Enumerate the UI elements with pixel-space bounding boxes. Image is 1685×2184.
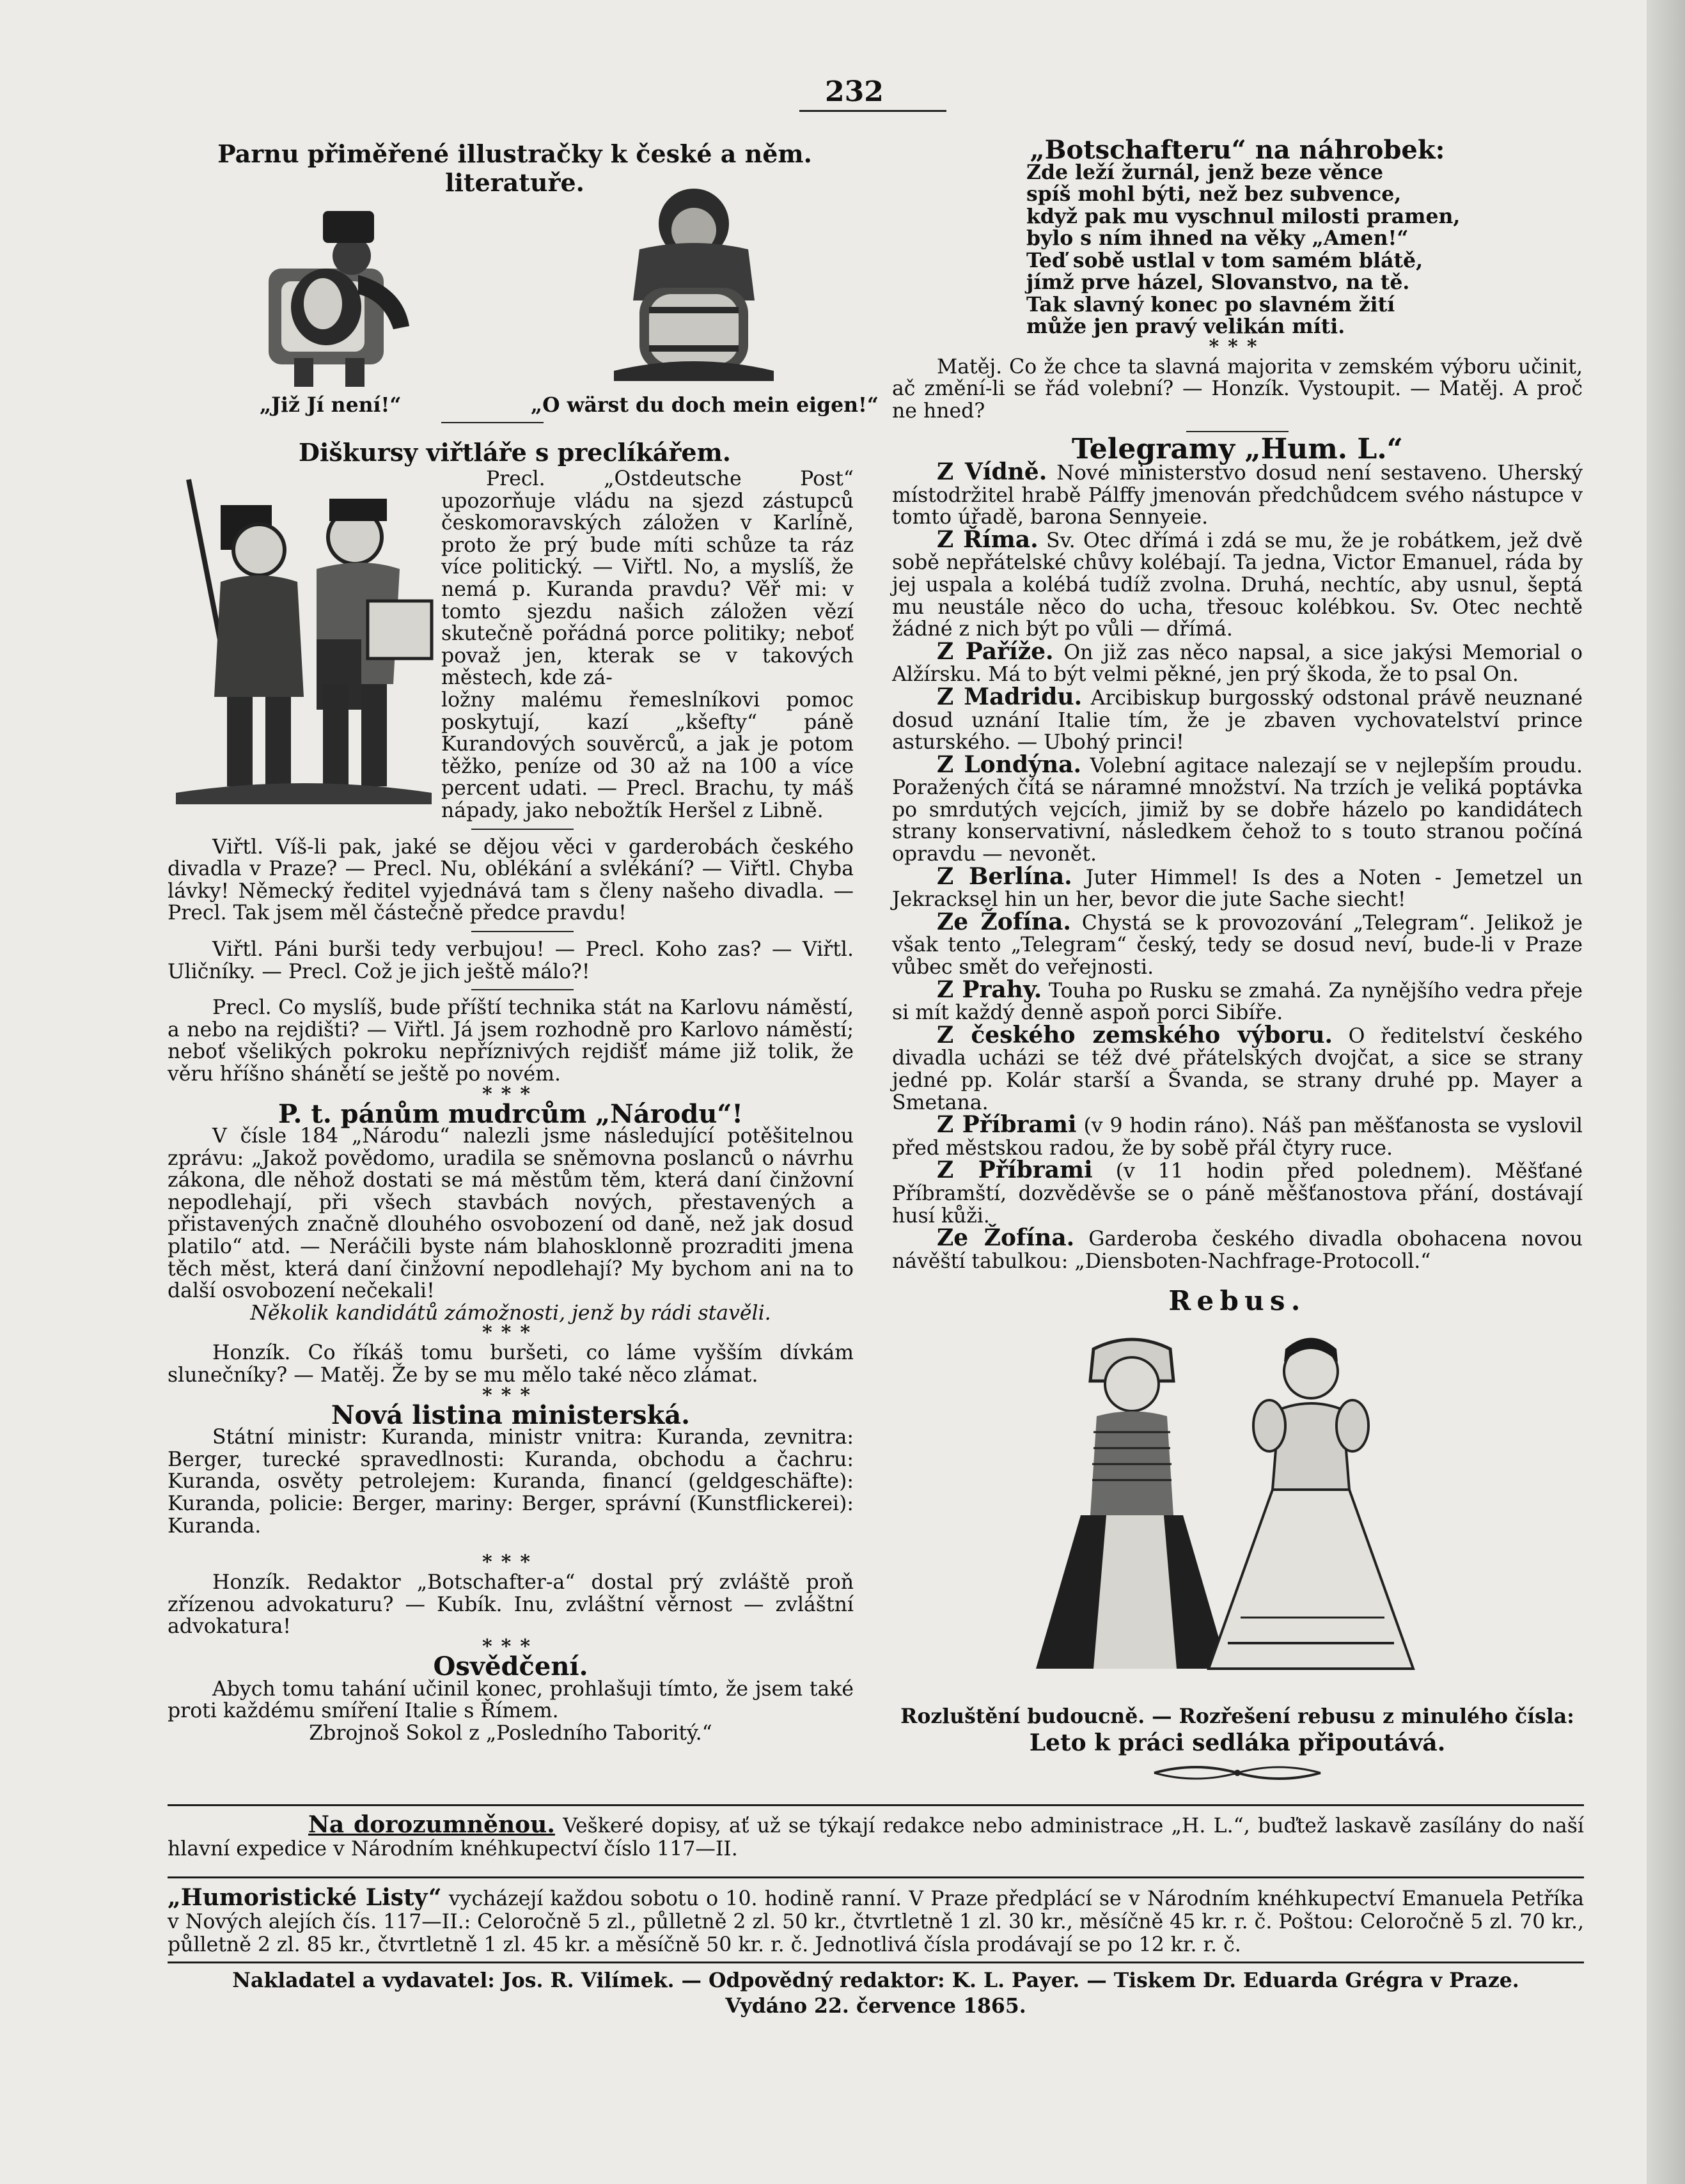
- ornament-flourish: [1151, 1765, 1324, 1781]
- telegram-city: Ze Žofína.: [937, 908, 1071, 935]
- telegram-text: (v 11 hodin před polednem). Měšťané Příbramští, dozvěděvše se o páně měšťanostova přání, dostávají husí kůži.: [892, 1160, 1583, 1228]
- left-column-body: [168, 689, 854, 1744]
- right-column: [892, 135, 1583, 1273]
- telegram: [892, 683, 1583, 754]
- narod-paragraph: V čísle 184 „Národu“ nalezli jsme následující potěšitelnou zprávu: „Jakož povědomo, uradila se sněmovna poslanců o návrhu zákona, dle něhož dostati se má městům těm, která daní činžovní nepodlehají, při všech stavbách nových, přestavených a přistavených značně dlouhého osvobození od daně, než jak dosud platilo“ atd. — Neráčili byste nám blahosklonně prozraditi jmena těch měst, která daní činžovní nepodlehají? My bychom ani na to další osvobození nečekali!: [168, 1125, 854, 1303]
- page-number-rule: [799, 110, 946, 112]
- divider: [1186, 431, 1289, 432]
- page-edge: [1647, 0, 1685, 2184]
- telegram-text: Chystá se k provozování „Telegram“. Jelikož je však tento „Telegram“ český, tedy se dosud neví, bude-li v Praze vůbec smět do veřejnosti.: [892, 911, 1583, 979]
- osvedceni-title: Osvědčení.: [433, 1651, 588, 1681]
- subscription-text: vycházejí každou sobotu o 10. hodině ranní. V Praze předplácí se v Národním knéhkupectví Emanuela Petříka v Nových alejích čís. 117—II.: Celoročně 5 zl., půlletně 2 zl. 50 kr., čtvrtletně 1 zl. 30 kr., měsíčně 45 kr. r. č. Poštou: Celoročně 5 zl. 70 kr., půlletně 2 zl. 85 kr., čtvrtletně 1 zl. 45 kr. a měsíčně 50 kr. r. č. Jednotlivá čísla prodávají se po 12 kr. r. č.: [168, 1887, 1585, 1956]
- stars-divider: ***: [482, 1322, 540, 1345]
- telegram: [892, 1159, 1583, 1227]
- poem-line: Tak slavný konec po slavném žití: [1026, 292, 1395, 316]
- paragraph-garderoba: Viřtl. Víš-li pak, jaké se dějou věci v garderobách českého divadla v Praze? — Precl. Nu, oblékání a svlékání? — Viřtl. Chyba lávky! Německý ředitel vyjednává tam s členy našeho divadla. — Precl. Tak jsem měl částečně předce pravdu!: [168, 835, 854, 925]
- poem-line: Teď sobě ustlal v tom samém blátě,: [1026, 248, 1423, 272]
- telegram-city: Z Berlína.: [937, 862, 1072, 890]
- caption-right: „O wärst du doch mein eigen!“: [531, 393, 879, 417]
- telegram-city: Z Příbrami: [937, 1157, 1093, 1184]
- telegram-city: Ze Žofína.: [937, 1224, 1075, 1252]
- page-number: 232: [825, 75, 884, 108]
- footer-rule: [168, 1962, 1584, 1963]
- footer-rule: [168, 1804, 1584, 1806]
- paragraph-burši: Viřtl. Páni burši tedy verbujou! — Precl. Koho zas? — Viřtl. Uličníky. — Precl. Což je jich ještě málo?!: [168, 937, 854, 983]
- paragraph-technika: Precl. Co myslíš, bude příští technika stát na Karlovu náměstí, a nebo na rejdišti? — Viřtl. Já jsem rozhodně pro Karlovo náměstí; neboť všelikých pokroku nepříznivých rejdišť máme již tolik, že věru hříšno shánětí se ještě po novém.: [168, 996, 854, 1086]
- telegram-city: Z Londýna.: [937, 751, 1081, 778]
- botschafter-title: „Botschafteru“ na náhrobek:: [1030, 135, 1445, 165]
- telegram: [892, 908, 1583, 979]
- telegram-city: Z Příbrami: [937, 1111, 1077, 1139]
- telegram: [892, 862, 1583, 912]
- poem-line: Zde leží žurnál, jenž beze věnce: [1026, 160, 1384, 184]
- telegram: [892, 526, 1583, 641]
- stars-divider: ***: [482, 1082, 540, 1105]
- paragraph-advokatura: Honzík. Redaktor „Botschafter-a“ dostal prý zvláště proň zřízenou advokaturu? — Kubík. Inu, zvláštní věrnost — zvláštní advokatura!: [168, 1571, 854, 1639]
- telegram: [892, 976, 1583, 1025]
- telegram-city: Z Vídně.: [937, 458, 1047, 485]
- man-on-barrel-illustration: [601, 179, 787, 384]
- notice-lead: Na dorozumněnou.: [308, 1811, 555, 1838]
- rebus-solution: Leto k práci sedláka připoutává.: [1029, 1729, 1446, 1756]
- caption-left: „Již Jí není!“: [260, 393, 402, 417]
- telegram-text: Nové ministerstvo dosud není sestaveno. Uherský místodržitel hrabě Pálffy jmenován předchůdcem svého nástupce v tomto úřadě, barona Sennyeie.: [892, 461, 1583, 529]
- telegram: [892, 1111, 1583, 1160]
- subscription-lead: „Humoristické Listy“: [168, 1884, 442, 1911]
- divider: [471, 989, 574, 990]
- stars-divider: ***: [482, 1635, 540, 1658]
- narod-signature: Několik kandidátů zámožnosti, jenž by rádi stavěli.: [250, 1301, 771, 1325]
- telegram-city: Z Paříže.: [937, 637, 1054, 665]
- dialog-paragraph-cont: ložny malému řemeslníkovi pomoc poskytují, kazí „kšefty“ páně Kurandových souvěrců, a jak je potom těžko, peníze od 30 až na 100 a více percent udati. — Precl. Brachu, ty máš nápady, jako nebožtík Heršel z Libně.: [441, 689, 854, 822]
- rebus-illustration: [1036, 1323, 1445, 1681]
- telegram-text: On již zas něco napsal, a sice jakýsi Memorial o Alžírsku. Má to být velmi pěkné, jen prý škoda, že to psal On.: [892, 641, 1583, 687]
- paragraph-slunečníky: Honzík. Co říkáš tomu buršeti, co láme vyšším dívkám slunečníky? — Matěj. Že by se mu mělo také něco zlámat.: [168, 1341, 854, 1387]
- notice-text: Veškeré dopisy, ať už se týkají redakce nebo administrace „H. L.“, buďtež laskavě zasílány do naší hlavní expedice v Národním knéhkupectví číslo 117—II.: [168, 1814, 1585, 1860]
- telegram-text: Juter Himmel! Is des a Noten - Jemetzel un Jekracksel hin un her, bevor die jute Sache siecht!: [892, 866, 1583, 912]
- telegram: [892, 458, 1583, 529]
- telegrams-title: Telegramy „Hum. L.“: [1072, 433, 1403, 466]
- telegram-text: (v 9 hodin ráno). Náš pan měšťanosta se vyslovil před městskou radou, že by sobě přál čtyry ruce.: [892, 1114, 1583, 1160]
- poem-line: může jen pravý velikán míti.: [1026, 315, 1345, 339]
- dialog-paragraph: Precl. „Ostdeutsche Post“ upozorňuje vládu na sjezd zástupců českomoravských záložen v Karlíně, proto že prý bude míti schůze ta ráz více politický. — Viřtl. No, a myslíš, že nemá p. Kuranda pravdu? Věř mi: v tomto sjezdu našich záložen vězí skutečně pořádná porce politiky; neboť považ jen, kterak se v takových městech, kde zá-: [441, 467, 854, 690]
- subscription-block: [168, 1886, 1584, 1956]
- divider: [471, 829, 574, 830]
- stars-divider: ***: [482, 1384, 540, 1407]
- telegram-text: Sv. Otec dřímá i zdá se mu, že je robátkem, jež dvě sobě nepřátelské chůvy kolébají. Ta jedna, Victor Emanuel, ráda by jej uspala a kolébá tudíž zvolna. Druhá, nechtíc, aby usnul, šeptá mu neustále něco do ucha, třesouc kolébkou. Sv. Otec nechtě žádné z nich být po vůli — dřímá.: [892, 529, 1583, 641]
- rebus-captions: [892, 1706, 1583, 1754]
- stars-divider: ***: [1209, 335, 1266, 358]
- dialog-wrap: [441, 468, 854, 689]
- poem: [892, 162, 1583, 338]
- rebus-title: Rebus.: [1168, 1285, 1306, 1316]
- telegram: [892, 1224, 1583, 1273]
- telegram-text: Arcibiskup burgosský odstonal právě neuznané dosud uznání Italie tím, že je zbaven vychovatelství prince asturského. — Ubohý princi!: [892, 686, 1583, 754]
- illustrations-title: Parnu přiměřené illustračky k české a něm. literatuře.: [217, 139, 812, 197]
- osvedceni-paragraph: Abych tomu tahání učinil konec, prohlašuji tímto, že jsem také proti každému smíření Italie s Římem.: [168, 1677, 854, 1723]
- notice-block: [168, 1813, 1584, 1860]
- matej-paragraph: Matěj. Co že chce ta slavná majorita v zemském výboru učinit, ač změní-li se řád volební? — Honzík. Vystoupit. — Matěj. A proč ne hned?: [892, 355, 1583, 423]
- poem-line: jímž prve házel, Slovanstvo, na tě.: [1026, 270, 1410, 295]
- stars-divider: ***: [482, 1551, 540, 1574]
- telegram: [892, 751, 1583, 866]
- telegram-text: O ředitelství českého divadla ucházi se též dvé přátelských dvojčat, a sice se strany jedné pp. Kolár starší a Švanda, se strany druhé pp. Mayer a Smetana.: [892, 1024, 1583, 1114]
- telegram-city: Z Prahy.: [937, 976, 1042, 1003]
- telegram-city: Z českého zemského výboru.: [937, 1021, 1333, 1049]
- divider: [471, 931, 574, 932]
- telegram-text: Garderoba českého divadla obohacena novou návěští tabulkou: „Diensboten-Nachfrage-Protocoll.“: [892, 1228, 1583, 1273]
- telegram: [892, 637, 1583, 687]
- poem-line: spíš mohl býti, než bez subvence,: [1026, 182, 1402, 207]
- telegram-city: Z Říma.: [937, 526, 1038, 553]
- telegram-list: [892, 458, 1583, 1273]
- poem-line: bylo s ním ihned na věky „Amen!“: [1026, 226, 1409, 251]
- ministry-paragraph: Státní ministr: Kuranda, ministr vnitra: Kuranda, zevnitra: Berger, turecké spravedlnosti: Kuranda, obchodu a čachru: Kuranda, osvěty petrolejem: Kuranda, financí (geldgeschäfte): Kuranda, policie: Berger, mariny: Berger, správní (Kunstflickerei): Kuranda.: [168, 1426, 854, 1538]
- issue-date: Vydáno 22. července 1865.: [725, 1994, 1026, 2018]
- dialog-title: Diškursy viřtláře s preclíkářem.: [298, 438, 732, 467]
- footer-rule: [168, 1876, 1584, 1878]
- telegram-text: Touha po Rusku se zmahá. Za nynějšího vedra přeje si mít každý denně aspoň porci Sibíře.: [892, 979, 1583, 1025]
- telegram-city: Z Madridu.: [937, 683, 1083, 710]
- telegram-text: Volební agitace nalezají se v nejlepším proudu. Poražených čítá se náramné množství. Na trzích je veliká poptávka po smrdutých vejcích, jimiž by se dobře házelo po kandidátech strany konservativní, následkem čehož to s touto stranou počíná opravdu — nevonět.: [892, 754, 1583, 866]
- osvedceni-signature: Zbrojnoš Sokol z „Posledního Taboritý.“: [309, 1721, 712, 1745]
- publisher-line: Nakladatel a vydavatel: Jos. R. Vilímek. — Odpovědný redaktor: K. L. Payer. — Tiskem Dr. Eduarda Grégra v Praze.: [232, 1969, 1519, 1992]
- ministry-title: Nová listina ministerská.: [331, 1400, 691, 1430]
- rebus-caption: Rozluštění budoucně. — Rozřešení rebusu z minulého čísla:: [900, 1704, 1574, 1728]
- poem-line: když pak mu vyschnul milosti pramen,: [1026, 204, 1461, 228]
- narod-title: P. t. pánům mudrcům „Národu“!: [278, 1098, 743, 1129]
- divider: [441, 422, 544, 423]
- sleeping-man-illustration: [256, 198, 422, 390]
- telegram: [892, 1021, 1583, 1114]
